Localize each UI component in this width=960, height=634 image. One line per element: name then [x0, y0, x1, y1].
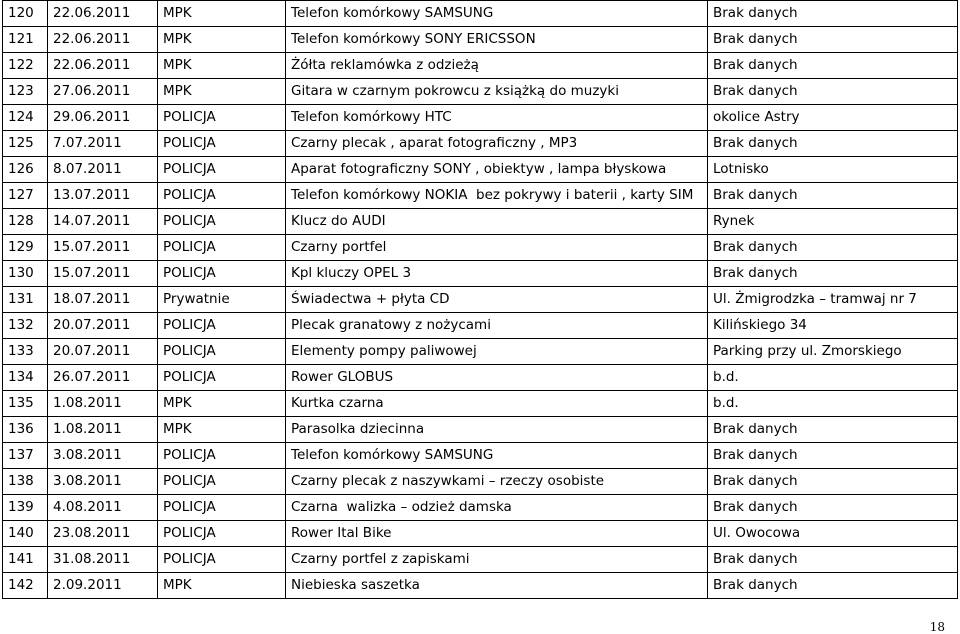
row-number-cell: 141	[3, 547, 48, 573]
source-cell: MPK	[158, 391, 286, 417]
row-number-cell: 130	[3, 261, 48, 287]
source-cell: POLICJA	[158, 547, 286, 573]
lost-items-table	[2, 0, 958, 599]
location-cell: Rynek	[708, 209, 958, 235]
date-cell: 15.07.2011	[48, 235, 158, 261]
table-row	[3, 79, 958, 105]
item-description-cell: Gitara w czarnym pokrowcu z książką do muzyki	[286, 79, 708, 105]
row-number-cell: 135	[3, 391, 48, 417]
row-number-cell: 132	[3, 313, 48, 339]
table-row	[3, 261, 958, 287]
source-cell: POLICJA	[158, 157, 286, 183]
row-number-cell: 138	[3, 469, 48, 495]
row-number-cell: 127	[3, 183, 48, 209]
item-description-cell: Czarna walizka – odzież damska	[286, 495, 708, 521]
row-number-cell: 122	[3, 53, 48, 79]
item-description-cell: Telefon komórkowy SONY ERICSSON	[286, 27, 708, 53]
location-cell: Ul. Żmigrodzka – tramwaj nr 7	[708, 287, 958, 313]
table-row	[3, 27, 958, 53]
table-row	[3, 547, 958, 573]
location-cell: Brak danych	[708, 79, 958, 105]
item-description-cell: Telefon komórkowy SAMSUNG	[286, 443, 708, 469]
table-row	[3, 1, 958, 27]
source-cell: POLICJA	[158, 469, 286, 495]
location-cell: b.d.	[708, 391, 958, 417]
date-cell: 27.06.2011	[48, 79, 158, 105]
location-cell: Brak danych	[708, 235, 958, 261]
date-cell: 14.07.2011	[48, 209, 158, 235]
location-cell: Brak danych	[708, 417, 958, 443]
location-cell: Brak danych	[708, 261, 958, 287]
source-cell: POLICJA	[158, 261, 286, 287]
source-cell: MPK	[158, 1, 286, 27]
table-body	[3, 1, 958, 599]
location-cell: Lotnisko	[708, 157, 958, 183]
table-row	[3, 209, 958, 235]
item-description-cell: Kurtka czarna	[286, 391, 708, 417]
row-number-cell: 126	[3, 157, 48, 183]
source-cell: POLICJA	[158, 183, 286, 209]
table-row	[3, 131, 958, 157]
source-cell: MPK	[158, 27, 286, 53]
source-cell: MPK	[158, 79, 286, 105]
table-row	[3, 417, 958, 443]
row-number-cell: 140	[3, 521, 48, 547]
location-cell: Brak danych	[708, 183, 958, 209]
location-cell: Brak danych	[708, 547, 958, 573]
location-cell: Brak danych	[708, 1, 958, 27]
location-cell: Brak danych	[708, 131, 958, 157]
source-cell: POLICJA	[158, 209, 286, 235]
item-description-cell: Telefon komórkowy HTC	[286, 105, 708, 131]
page-number: 18	[929, 620, 945, 634]
item-description-cell: Plecak granatowy z nożycami	[286, 313, 708, 339]
location-cell: Parking przy ul. Zmorskiego	[708, 339, 958, 365]
table-row	[3, 495, 958, 521]
item-description-cell: Świadectwa + płyta CD	[286, 287, 708, 313]
date-cell: 3.08.2011	[48, 469, 158, 495]
location-cell: b.d.	[708, 365, 958, 391]
table-row	[3, 235, 958, 261]
row-number-cell: 123	[3, 79, 48, 105]
source-cell: POLICJA	[158, 235, 286, 261]
item-description-cell: Aparat fotograficzny SONY , obiektyw , lampa błyskowa	[286, 157, 708, 183]
item-description-cell: Klucz do AUDI	[286, 209, 708, 235]
location-cell: Brak danych	[708, 573, 958, 599]
source-cell: POLICJA	[158, 365, 286, 391]
row-number-cell: 139	[3, 495, 48, 521]
date-cell: 3.08.2011	[48, 443, 158, 469]
row-number-cell: 133	[3, 339, 48, 365]
date-cell: 13.07.2011	[48, 183, 158, 209]
source-cell: Prywatnie	[158, 287, 286, 313]
item-description-cell: Niebieska saszetka	[286, 573, 708, 599]
source-cell: MPK	[158, 573, 286, 599]
table-row	[3, 365, 958, 391]
item-description-cell: Czarny plecak , aparat fotograficzny , MP3	[286, 131, 708, 157]
source-cell: POLICJA	[158, 443, 286, 469]
date-cell: 31.08.2011	[48, 547, 158, 573]
table-row	[3, 157, 958, 183]
row-number-cell: 136	[3, 417, 48, 443]
row-number-cell: 129	[3, 235, 48, 261]
date-cell: 23.08.2011	[48, 521, 158, 547]
row-number-cell: 120	[3, 1, 48, 27]
table-row	[3, 443, 958, 469]
location-cell: Ul. Owocowa	[708, 521, 958, 547]
row-number-cell: 121	[3, 27, 48, 53]
row-number-cell: 137	[3, 443, 48, 469]
date-cell: 7.07.2011	[48, 131, 158, 157]
date-cell: 22.06.2011	[48, 27, 158, 53]
location-cell: Brak danych	[708, 495, 958, 521]
table-row	[3, 183, 958, 209]
row-number-cell: 131	[3, 287, 48, 313]
source-cell: POLICJA	[158, 495, 286, 521]
table-row	[3, 105, 958, 131]
item-description-cell: Czarny portfel	[286, 235, 708, 261]
date-cell: 15.07.2011	[48, 261, 158, 287]
source-cell: POLICJA	[158, 339, 286, 365]
table-row	[3, 287, 958, 313]
source-cell: POLICJA	[158, 313, 286, 339]
date-cell: 26.07.2011	[48, 365, 158, 391]
date-cell: 18.07.2011	[48, 287, 158, 313]
row-number-cell: 142	[3, 573, 48, 599]
source-cell: MPK	[158, 417, 286, 443]
table-row	[3, 521, 958, 547]
location-cell: Brak danych	[708, 443, 958, 469]
row-number-cell: 134	[3, 365, 48, 391]
location-cell: Brak danych	[708, 27, 958, 53]
date-cell: 22.06.2011	[48, 1, 158, 27]
source-cell: MPK	[158, 53, 286, 79]
item-description-cell: Elementy pompy paliwowej	[286, 339, 708, 365]
table-row	[3, 573, 958, 599]
table-row	[3, 53, 958, 79]
location-cell: okolice Astry	[708, 105, 958, 131]
date-cell: 2.09.2011	[48, 573, 158, 599]
item-description-cell: Telefon komórkowy SAMSUNG	[286, 1, 708, 27]
item-description-cell: Żółta reklamówka z odzieżą	[286, 53, 708, 79]
item-description-cell: Rower Ital Bike	[286, 521, 708, 547]
date-cell: 29.06.2011	[48, 105, 158, 131]
date-cell: 4.08.2011	[48, 495, 158, 521]
row-number-cell: 128	[3, 209, 48, 235]
item-description-cell: Czarny plecak z naszywkami – rzeczy osobiste	[286, 469, 708, 495]
date-cell: 20.07.2011	[48, 313, 158, 339]
date-cell: 1.08.2011	[48, 391, 158, 417]
table-row	[3, 313, 958, 339]
item-description-cell: Rower GLOBUS	[286, 365, 708, 391]
date-cell: 22.06.2011	[48, 53, 158, 79]
source-cell: POLICJA	[158, 521, 286, 547]
item-description-cell: Czarny portfel z zapiskami	[286, 547, 708, 573]
location-cell: Kilińskiego 34	[708, 313, 958, 339]
location-cell: Brak danych	[708, 469, 958, 495]
location-cell: Brak danych	[708, 53, 958, 79]
table-row	[3, 339, 958, 365]
row-number-cell: 125	[3, 131, 48, 157]
item-description-cell: Kpl kluczy OPEL 3	[286, 261, 708, 287]
date-cell: 20.07.2011	[48, 339, 158, 365]
date-cell: 8.07.2011	[48, 157, 158, 183]
table-row	[3, 391, 958, 417]
item-description-cell: Parasolka dziecinna	[286, 417, 708, 443]
row-number-cell: 124	[3, 105, 48, 131]
table-row	[3, 469, 958, 495]
source-cell: POLICJA	[158, 105, 286, 131]
date-cell: 1.08.2011	[48, 417, 158, 443]
item-description-cell: Telefon komórkowy NOKIA bez pokrywy i baterii , karty SIM	[286, 183, 708, 209]
source-cell: POLICJA	[158, 131, 286, 157]
